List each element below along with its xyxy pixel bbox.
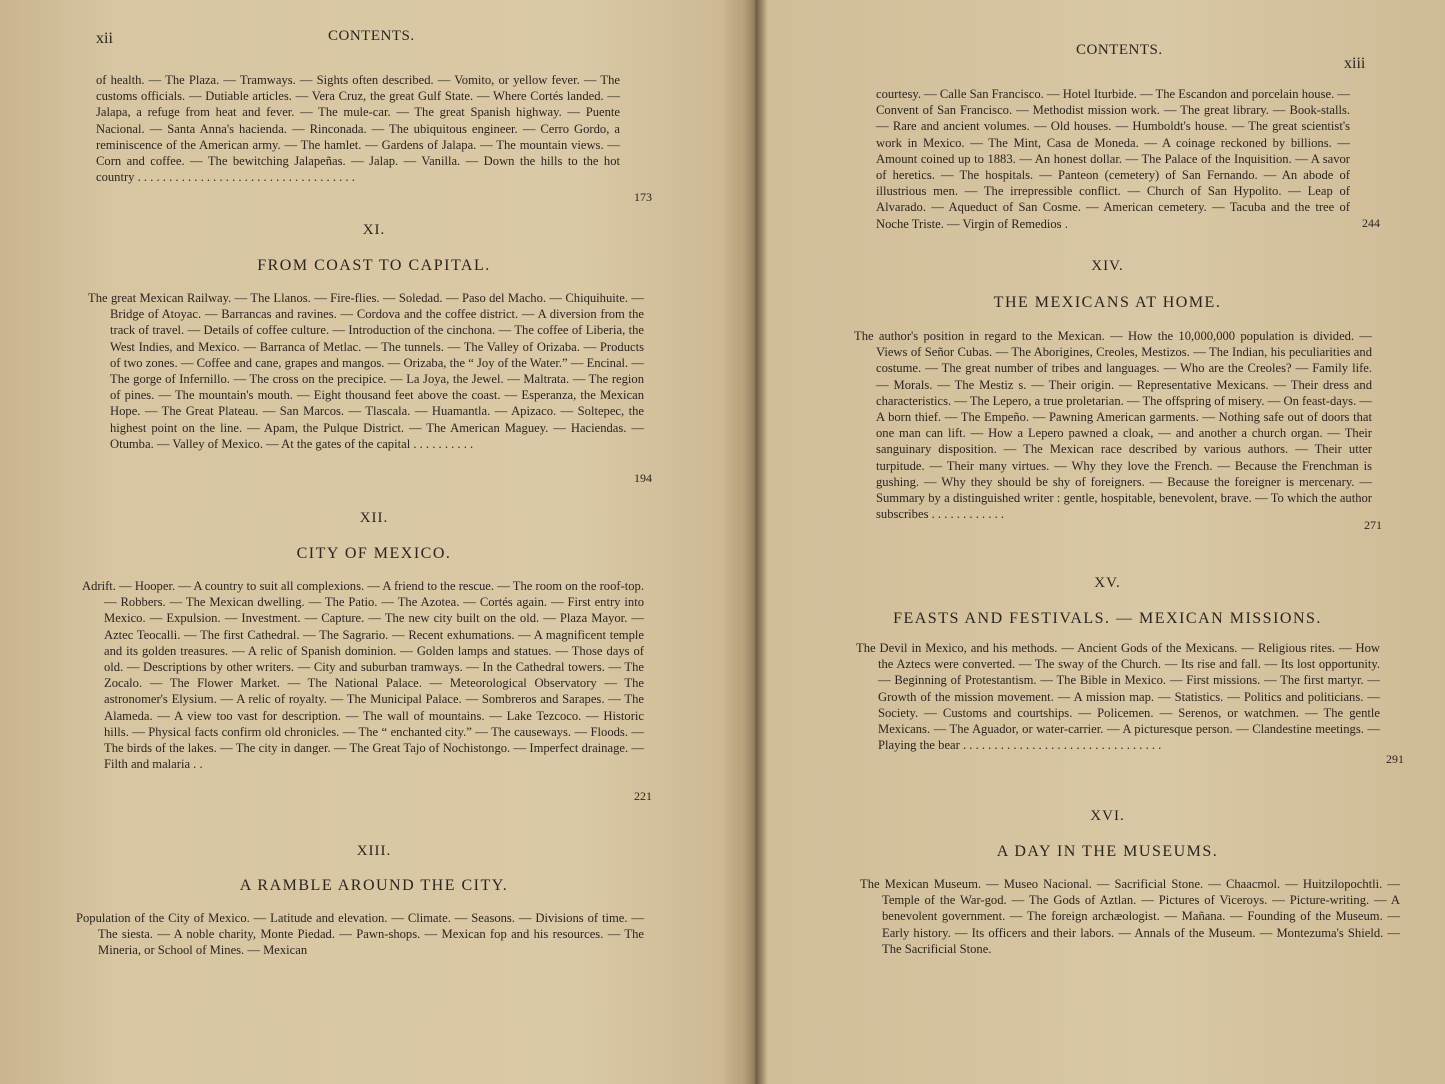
- chapter-number: XIII.: [356, 843, 392, 859]
- entry-page-number: 221: [634, 789, 652, 803]
- running-head-right: CONTENTS.: [1076, 42, 1163, 58]
- chapter-title: A DAY IN THE MUSEUMS.: [996, 843, 1219, 860]
- chapter-number: XVI.: [1090, 808, 1125, 824]
- chapter-title: A RAMBLE AROUND THE CITY.: [239, 877, 509, 894]
- contents-entry-continued: of health. — The Plaza. — Tramways. — Sights often described. — Vomito, or yellow fever. — The customs officials. — Dutiable articles. — Vera Cruz, the great Gulf State. — Where Cortés landed. — Jalapa, a refuge from heat and fever. — The mule-car. — The great Spanish highway. — Puente Nacional. — Santa Anna's hacienda. — Rinconada. — The ubiquitous engineer. — Cerro Gordo, a reminiscence of the American army. — The hamlet. — Gardens of Jalapa. — The mountain views. — Corn and coffee. — The bewitching Jalapeñas. — Jalap. — Vanilla. — Down the hills to the hot country . . . . . . . . . . . . . . . . . . . . . . . . . . . . . . . . . . .: [96, 73, 620, 185]
- entry-page-number: 194: [634, 471, 652, 485]
- contents-entry-continued: courtesy. — Calle San Francisco. — Hotel Iturbide. — The Escandon and porcelain house. — Convent of San Francisco. — Methodist mission work. — The great library. — Book-stalls. — Rare and ancient volumes. — Old houses. — Humboldt's house. — The great scientist's work in Mexico. — The Mint, Casa de Moneda. — A coinage reckoned by billions. — Amount coined up to 1883. — An honest dollar. — The Palace of the Inquisition. — A savor of heretics. — The hospitals. — Panteon (cemetery) of San Fernando. — An abode of illustrious men. — The irrepressible conflict. — Church of San Hypolito. — Leap of Alvarado. — Aqueduct of San Cosme. — American cemetery. — Tacuba and the tree of Noche Triste. — Virgin of Remedios .: [876, 87, 1350, 231]
- chapter-title: FROM COAST TO CAPITAL.: [257, 257, 491, 274]
- chapter-number: XIV.: [1091, 258, 1124, 274]
- right-page: [770, 0, 1445, 1084]
- chapter-summary: The Devil in Mexico, and his methods. — Ancient Gods of the Mexicans. — Religious rites. — How the Aztecs were converted. — The sway of the Church. — Its rise and fall. — Its lost opportunity. — Beginning of Protestantism. — The Bible in Mexico. — First missions. — The first martyr. — Growth of the mission movement. — A mission map. — Statistics. — Politics and politicians. — Society. — Customs and courtships. — Policemen. — Serenos, or watchmen. — The gentle Mexicans. — The Aguador, or water-carrier. — A picturesque person. — Clandestine meetings. — Playing the bear . . . . . . . . . . . . . . . . . . . . . . . . . . . . . . . .: [856, 641, 1380, 753]
- chapter-summary: The author's position in regard to the Mexican. — How the 10,000,000 population is divided. — Views of Señor Cubas. — The Aborigines, Creoles, Mestizos. — The Indian, his peculiarities and costume. — The great number of tribes and languages. — Who are the Creoles? — Family life. — Morals. — The Mestiz s. — Their origin. — Representative Mexicans. — Their dress and characteristics. — The Lepero, a true proletarian. — The offspring of misery. — On feast-days. — A born thief. — The Empeño. — Pawning American garments. — Nothing safe out of doors that one man can lift. — How a Lepero pawned a cloak, — and another a church organ. — Their sanguinary disposition. — The Mexican race described by various authors. — Their utter turpitude. — Their many virtues. — Why they love the French. — Because the Frenchman is gushing. — Why they should be shy of foreigners. — Because the foreigner is mercenary. — Summary by a distinguished writer : gentle, hospitable, benevolent, brave. — To which the author subscribes . . . . . . . . . . . .: [854, 329, 1372, 522]
- chapter-number: XV.: [1094, 575, 1121, 591]
- chapter-number: XI.: [362, 222, 386, 238]
- entry-page-number: 271: [1364, 518, 1382, 532]
- chapter-summary: Adrift. — Hooper. — A country to suit all complexions. — A friend to the rescue. — The room on the roof-top. — Robbers. — The Mexican dwelling. — The Patio. — The Azotea. — Cortés again. — First entry into Mexico. — Expulsion. — Investment. — Capture. — The new city built on the old. — Plaza Mayor. — Aztec Teocalli. — The first Cathedral. — The Sagrario. — Recent exhumations. — A magnificent temple and its golden treasures. — A relic of Spanish dominion. — Golden lamps and statues. — Those days of old. — Descriptions by other writers. — City and suburban tramways. — In the Cathedral towers. — The Zocalo. — The Flower Market. — The National Palace. — Meteorological Observatory — The astronomer's Elysium. — A relic of royalty. — The Municipal Palace. — Sombreros and Sarapes. — The Alameda. — A view too vast for description. — The wall of mountains. — Lake Tezcoco. — Historic hills. — Physical facts confirm old chronicles. — The “ enchanted city.” — The causeways. — Floods. — The birds of the lakes. — The city in danger. — The Great Tajo of Nochistongo. — Imperfect drainage. — Filth and malaria . .: [82, 579, 644, 772]
- chapter-number: XII.: [359, 510, 389, 526]
- page-number-right: xiii: [1344, 55, 1366, 72]
- chapter-title: THE MEXICANS AT HOME.: [993, 294, 1222, 311]
- chapter-summary: Population of the City of Mexico. — Latitude and elevation. — Climate. — Seasons. — Divisions of time. — The siesta. — A noble charity, Monte Piedad. — Pawn-shops. — Mexican fop and his resources. — The Mineria, or School of Mines. — Mexican: [76, 911, 644, 958]
- page-number-left: xii: [96, 30, 113, 47]
- chapter-title: CITY OF MEXICO.: [296, 545, 452, 562]
- chapter-summary: The great Mexican Railway. — The Llanos. — Fire-flies. — Soledad. — Paso del Macho. — Chiquihuite. — Bridge of Atoyac. — Barrancas and ravines. — Cordova and the coffee district. — A diversion from the track of travel. — Details of coffee culture. — Introduction of the cinchona. — The coffee of Liberia, the West Indies, and Mexico. — Barranca of Metlac. — The tunnels. — The Valley of Orizaba. — Products of two zones. — Coffee and cane, grapes and mangos. — Orizaba, the “ Joy of the Water.” — Encinal. — The gorge of Infernillo. — The cross on the precipice. — La Joya, the Jewel. — Maltrata. — The region of pines. — The mountain's mouth. — Eight thousand feet above the coast. — Esperanza, the Mexican Hope. — The Great Plateau. — San Marcos. — Tlascala. — Huamantla. — Apizaco. — Soltepec, the highest point on the line. — Apam, the Pulque District. — The American Maguey. — Haciendas. — Otumba. — Valley of Mexico. — At the gates of the capital . . . . . . . . . .: [88, 291, 644, 451]
- entry-page-number: 244: [1362, 216, 1380, 230]
- chapter-summary: The Mexican Museum. — Museo Nacional. — Sacrificial Stone. — Chaacmol. — Huitzilopochtli. — Temple of the War-god. — The Gods of Aztlan. — Pictures of Viceroys. — Picture-writing. — A benevolent government. — The foreign archæologist. — Mañana. — Founding of the Museum. — Early history. — Its officers and their labors. — Annals of the Museum. — Montezuma's Shield. — The Sacrificial Stone.: [860, 877, 1400, 956]
- entry-page-number: 291: [1386, 752, 1404, 766]
- chapter-title: FEASTS AND FESTIVALS. — MEXICAN MISSIONS.: [893, 610, 1322, 627]
- entry-page-number: 173: [634, 190, 652, 204]
- running-head-left: CONTENTS.: [328, 28, 415, 44]
